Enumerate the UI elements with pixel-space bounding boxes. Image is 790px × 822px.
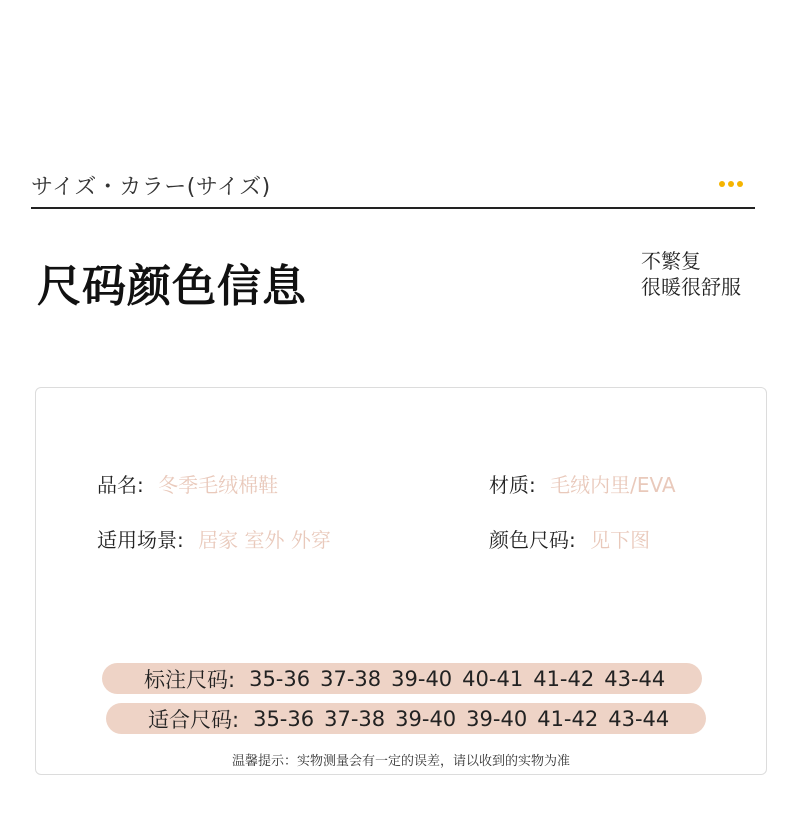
dot-2 (728, 181, 734, 187)
slogan-line-2: 很暖很舒服 (641, 275, 741, 299)
header-title: サイズ・カラー(サイズ) (31, 175, 271, 200)
header-divider (31, 207, 755, 209)
fit-size-3: 39-40 (395, 706, 457, 731)
scene-value: 居家 室外 外穿 (198, 528, 331, 552)
labeled-size-label: 标注尺码: (144, 667, 236, 692)
product-name-row (97, 469, 278, 498)
fit-size-bar (106, 703, 706, 734)
fit-size-1: 35-36 (253, 706, 315, 731)
dot-3 (737, 181, 743, 187)
fit-size-6: 43-44 (608, 706, 670, 731)
dot-1 (719, 181, 725, 187)
color-size-row (489, 524, 650, 553)
labeled-size-4: 40-41 (462, 666, 524, 691)
more-dots-icon (719, 181, 743, 187)
labeled-size-3: 39-40 (391, 666, 453, 691)
fit-size-5: 41-42 (537, 706, 599, 731)
material-value: 毛绒内里/EVA (550, 473, 676, 497)
material-label: 材质: (489, 473, 536, 497)
labeled-size-1: 35-36 (249, 666, 311, 691)
color-size-label: 颜色尺码: (489, 528, 576, 552)
labeled-size-6: 43-44 (604, 666, 666, 691)
product-name-label: 品名: (97, 473, 144, 497)
slogan (641, 248, 741, 300)
material-row (489, 469, 676, 498)
fit-size-4: 39-40 (466, 706, 528, 731)
fit-size-2: 37-38 (324, 706, 386, 731)
page-title: 尺码颜色信息 (37, 261, 307, 312)
labeled-size-2: 37-38 (320, 666, 382, 691)
labeled-size-bar (102, 663, 702, 694)
measurement-note: 温馨提示：实物测量会有一定的误差，请以收到的实物为准 (231, 754, 570, 769)
info-card (35, 387, 767, 775)
slogan-line-1: 不繁复 (641, 249, 701, 273)
color-size-value: 见下图 (590, 528, 651, 552)
product-name-value: 冬季毛绒棉鞋 (158, 473, 279, 497)
labeled-size-5: 41-42 (533, 666, 595, 691)
fit-size-label: 适合尺码: (148, 707, 240, 732)
scene-row (97, 524, 331, 553)
scene-label: 适用场景: (97, 528, 184, 552)
